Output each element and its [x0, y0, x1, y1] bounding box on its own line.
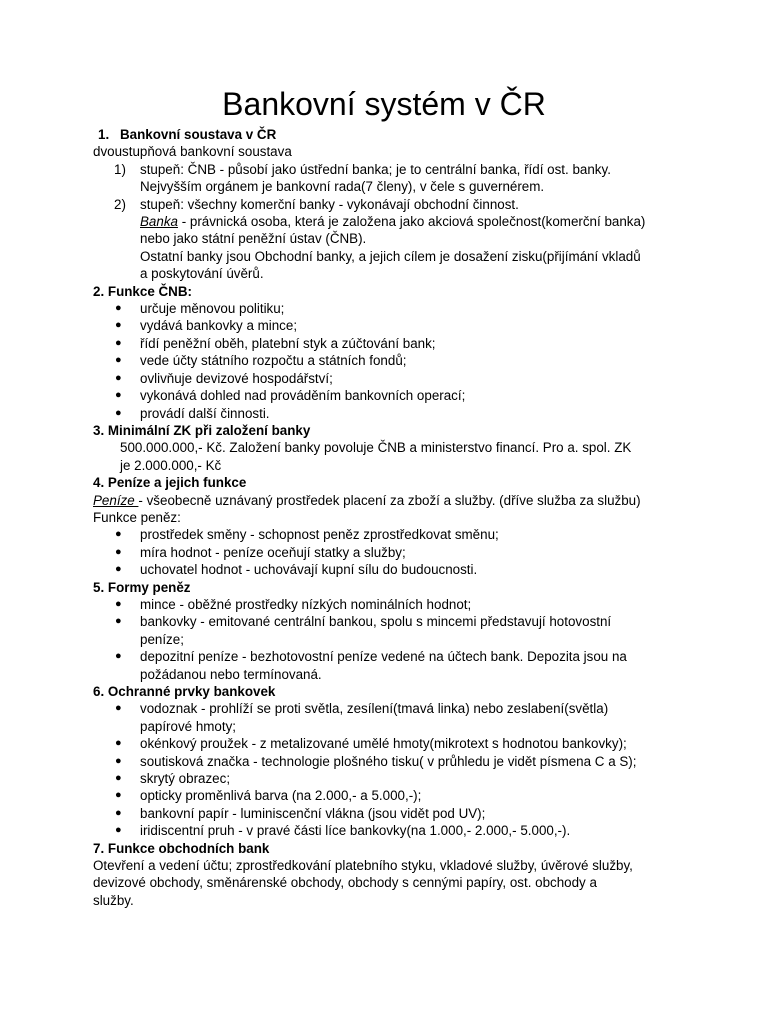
- section-6: [93, 683, 693, 840]
- bullet-list: [93, 700, 693, 839]
- list-item: ● provádí další činnosti.: [93, 405, 693, 422]
- list-item: ● míra hodnot - peníze oceňují statky a služby;: [93, 544, 693, 561]
- list-item: ● okénkový proužek - z metalizované umělé hmoty(mikrotext s hodnotou bankovky);: [93, 735, 693, 752]
- section-heading: 7. Funkce obchodních bank: [93, 840, 270, 856]
- list-item: ● bankovní papír - luminiscenční vlákna (jsou vidět pod UV);: [93, 805, 693, 822]
- list-item: ● vykonává dohled nad prováděním bankovních operací;: [93, 387, 693, 404]
- list-item: 1) stupeň: ČNB - působí jako ústřední banka; je to centrální banka, řídí ost. banky. Nejvyšším orgánem je bankovní rada(7 členy), v čele s guvernérem.: [114, 161, 611, 195]
- section-heading: 6. Ochranné prvky bankovek: [93, 684, 276, 699]
- term-penize: Peníze: [93, 492, 139, 508]
- list-item: ● skrytý obrazec;: [93, 770, 693, 787]
- document-body: [93, 126, 693, 909]
- list-item: ● prostředek směny - schopnost peněz zprostředkovat směnu;: [93, 526, 693, 543]
- list-item: ● mince - oběžné prostředky nízkých nominálních hodnot;: [93, 596, 693, 613]
- section-7: [93, 840, 693, 910]
- page-title: Bankovní systém v ČR: [222, 86, 546, 122]
- section-heading: 1. Bankovní soustava v ČR: [98, 127, 277, 142]
- list-item: ● určuje měnovou politiku;: [93, 300, 693, 317]
- section-heading: 3. Minimální ZK při založení banky: [93, 422, 311, 438]
- section-text: Otevření a vedení účtu; zprostředkování platebního styku, vkladové služby, úvěrové služby,: [93, 858, 633, 874]
- list-item: ● ovlivňuje devizové hospodářství;: [93, 370, 693, 387]
- numbered-list: [93, 161, 693, 283]
- section-2: [93, 283, 693, 422]
- list-item: 2) stupeň: všechny komerční banky - vykonávají obchodní činnost. Banka - právnická osoba, která je založena jako akciová společnost(komerční banka) nebo jako státní peněžní ústav (ČNB). Ostatní banky jsou Obchodní banky, a jejich cílem je dosažení zisku(přijímání vkladů a poskytování úvěrů.: [114, 196, 646, 282]
- section-text: devizové obchody, směnárenské obchody, obchody s cennými papíry, ost. obchody a: [93, 875, 597, 891]
- section-heading: 5. Formy peněz: [93, 579, 191, 595]
- bullet-list: [93, 526, 693, 578]
- list-item: ● řídí peněžní oběh, platební styk a zúčtování bank;: [93, 335, 693, 352]
- bullet-list: [93, 300, 693, 422]
- list-item: ● vydává bankovky a mince;: [93, 317, 693, 334]
- bullet-list: [93, 596, 693, 683]
- list-item: ● uchovatel hodnot - uchovávají kupní sílu do budoucnosti.: [93, 561, 693, 578]
- section-4: [93, 474, 693, 578]
- section-5: [93, 579, 693, 683]
- section-text: je 2.000.000,- Kč: [120, 457, 222, 473]
- list-item: ● soutisková značka - technologie plošného tisku( v průhledu je vidět písmena C a S);: [93, 753, 693, 770]
- term-banka: Banka: [140, 214, 178, 230]
- list-item: ● opticky proměnlivá barva (na 2.000,- a 5.000,-);: [93, 787, 693, 804]
- section-text: 500.000.000,- Kč. Založení banky povoluje ČNB a ministerstvo financí. Pro a. spol. ZK: [120, 440, 632, 456]
- list-item: ● depozitní peníze - bezhotovostní peníze vedené na účtech bank. Depozita jsou na požádanou nebo termínovaná.: [93, 648, 693, 683]
- list-item: ● iridiscentní pruh - v pravé části líce bankovky(na 1.000,- 2.000,- 5.000,-).: [93, 822, 693, 839]
- section-1: [93, 126, 693, 283]
- list-item: ● vodoznak - prohlíží se proti světla, zesílení(tmavá linka) nebo zeslabení(světla) papírové hmoty;: [93, 700, 693, 735]
- definition: Peníze - všeobecně uznávaný prostředek placení za zboží a služby. (dříve služba za službu): [93, 492, 641, 508]
- section-text: Funkce peněz:: [93, 509, 181, 525]
- list-item: ● vede účty státního rozpočtu a státních fondů;: [93, 352, 693, 369]
- section-heading: 4. Peníze a jejich funkce: [93, 475, 247, 491]
- section-text: dvoustupňová bankovní soustava: [93, 144, 292, 160]
- section-text: služby.: [93, 892, 134, 908]
- section-3: [93, 422, 693, 474]
- section-heading: 2. Funkce ČNB:: [93, 283, 192, 299]
- list-item: ● bankovky - emitované centrální bankou, spolu s mincemi představují hotovostní peníze;: [93, 613, 693, 648]
